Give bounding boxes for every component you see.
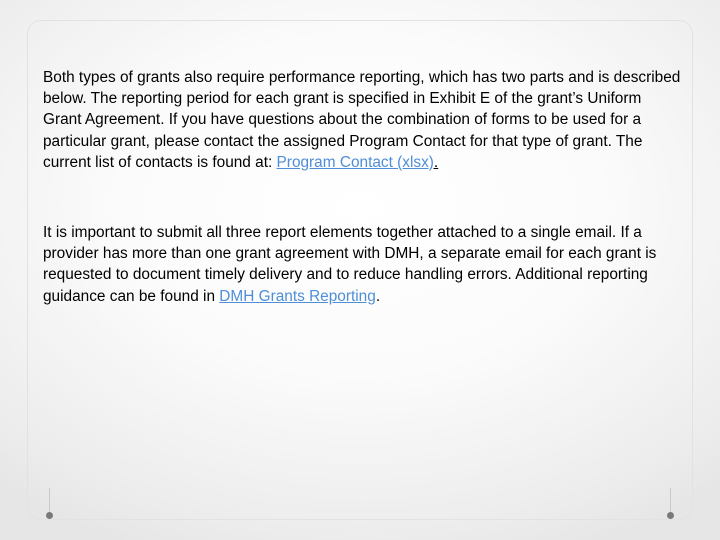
- paragraph1-trailing-period: .: [433, 153, 439, 171]
- left-decorative-line: [49, 488, 50, 512]
- dmh-grants-reporting-link[interactable]: DMH Grants Reporting: [219, 287, 376, 305]
- paragraph2-trailing-period: .: [375, 287, 381, 305]
- paragraph1-text: Both types of grants also require performance reporting, which has two parts and is described below. The reporting period for each grant is specified in Exhibit E of the grant’s Uniform Grant Agreement. If you have questions about the combination of forms to be used for a particular grant, please contact the assigned Program Contact for that type of grant. The current list of contacts is found at:: [43, 69, 681, 171]
- right-bullet-dot-icon: [667, 512, 674, 519]
- left-bullet-dot-icon: [46, 512, 53, 519]
- slide-body: [43, 67, 683, 307]
- paragraph-submission-guidance: [43, 222, 683, 307]
- paragraph-performance-reporting: [43, 67, 683, 173]
- right-decorative-line: [670, 488, 671, 512]
- program-contact-link[interactable]: Program Contact (xlsx): [276, 153, 434, 171]
- paragraph2-text: It is important to submit all three report elements together attached to a single email. If a provider has more than one grant agreement with DMH, a separate email for each grant is requested to document timely delivery and to reduce handling errors. Additional reporting guidance can be found in: [43, 224, 657, 305]
